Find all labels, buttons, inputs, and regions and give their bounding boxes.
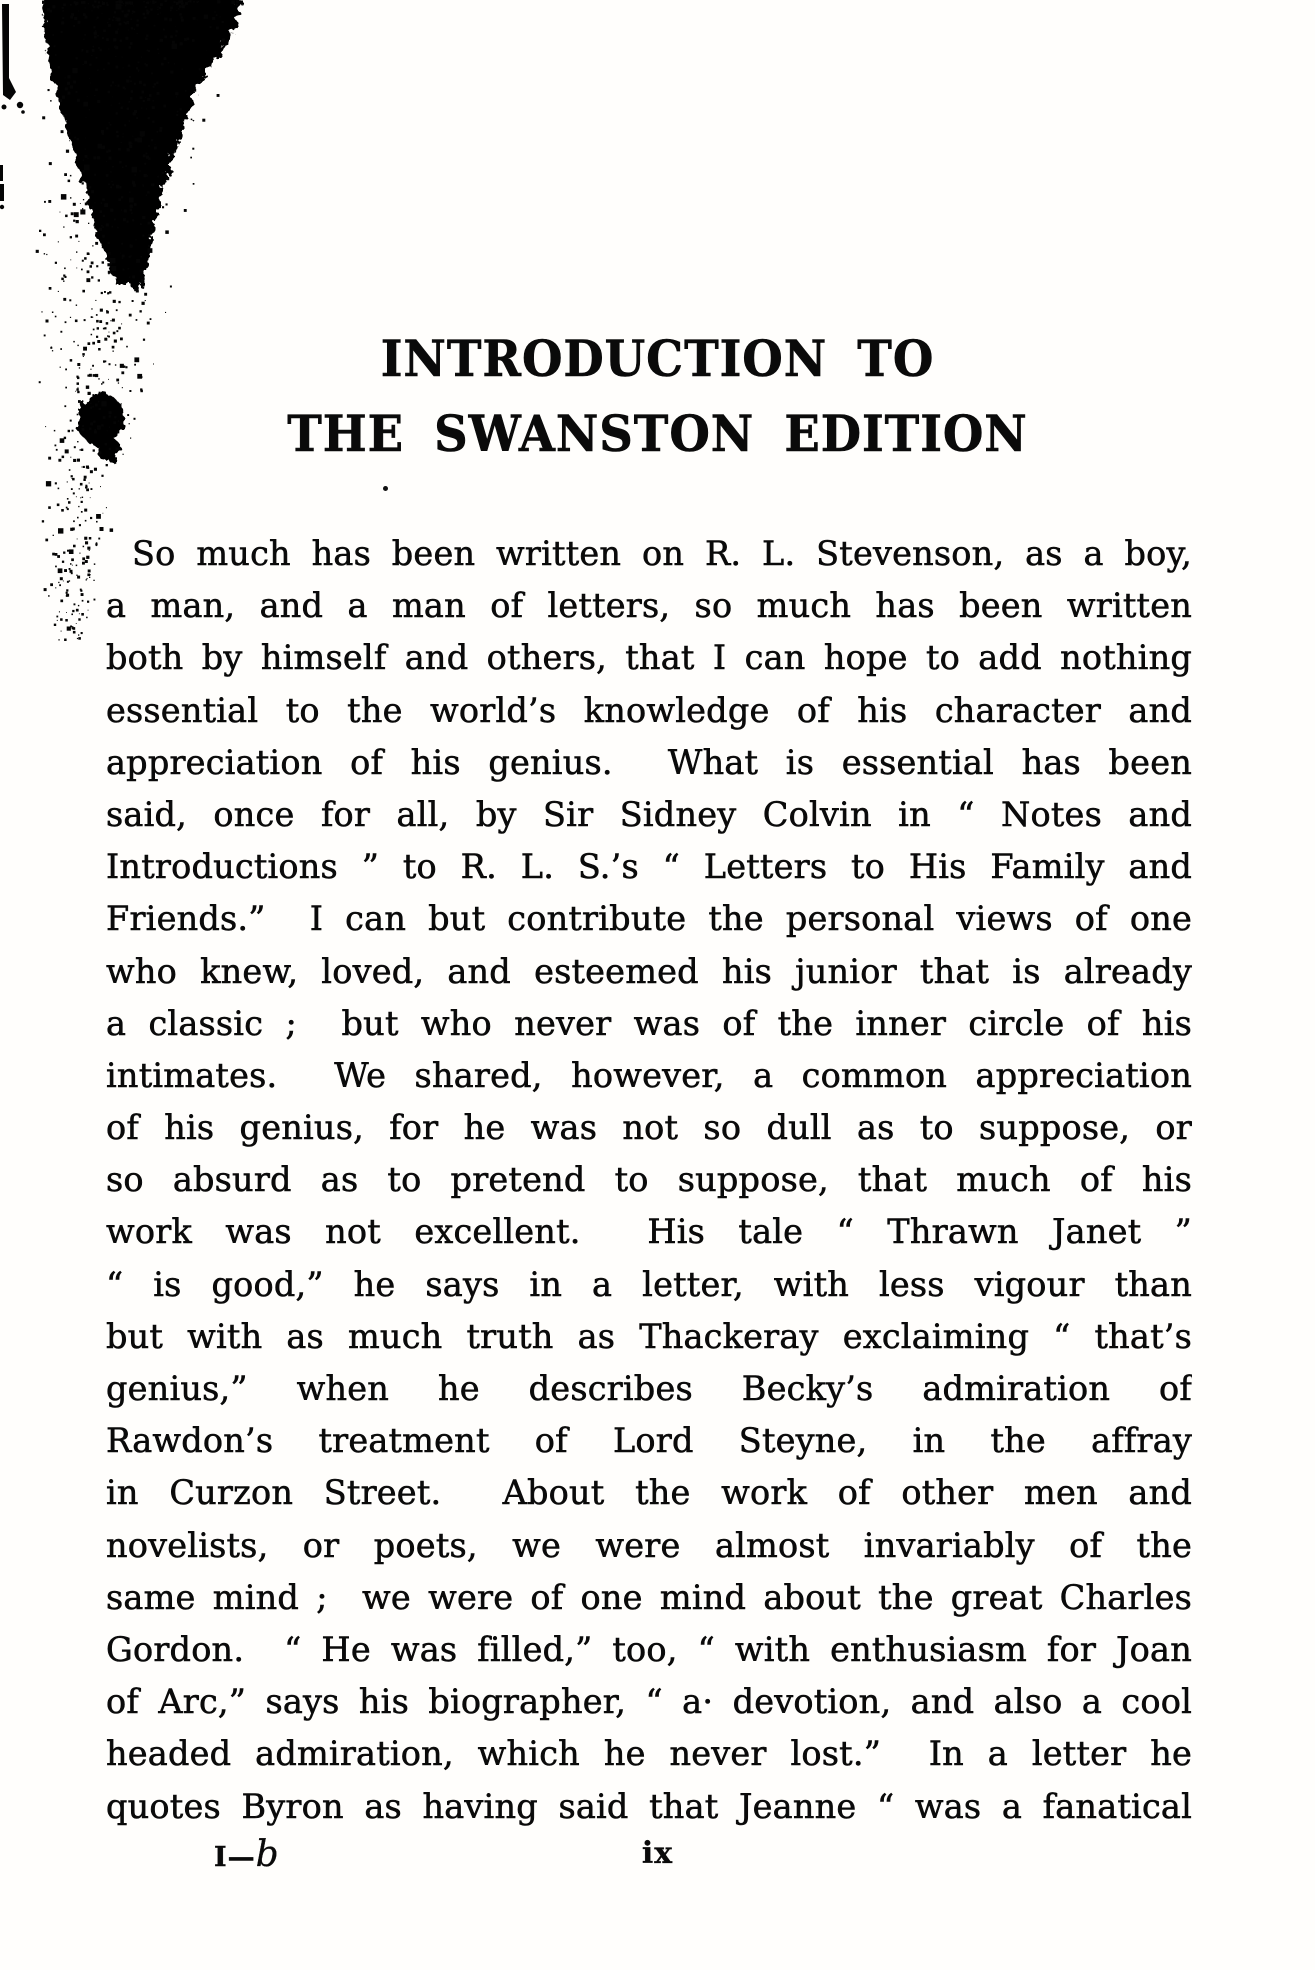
ink-dot [383, 486, 388, 491]
body-text [106, 528, 1192, 1833]
body-line: work was not excellent. His tale “ Thrawn Janet ” [106, 1212, 1192, 1252]
body-line: but with as much truth as Thackeray exclaiming “ that’s [106, 1316, 1192, 1356]
smudge-core [42, 0, 242, 286]
body-line: Rawdon’s treatment of Lord Steyne, in the affray [106, 1421, 1192, 1461]
body-line: “ is good,” he says in a letter, with less vigour than [106, 1264, 1192, 1304]
title-line-1: INTRODUCTION TO [380, 329, 935, 388]
signature-volume: I— [214, 1842, 256, 1873]
body-line: appreciation of his genius. What is essential has been [106, 742, 1192, 782]
body-line: so absurd as to pretend to suppose, that much of his [106, 1160, 1192, 1200]
body-line: a man, and a man of letters, so much has been written [106, 586, 1192, 626]
body-line: Friends.” I can but contribute the personal views of one [106, 899, 1192, 939]
body-line: of Arc,” says his biographer, “ a· devotion, and also a cool [106, 1682, 1192, 1722]
page-edge-marks [0, 4, 25, 209]
body-line: headed admiration, which he never lost.” In a letter he [106, 1734, 1192, 1774]
body-line: novelists, or poets, we were almost invariably of the [106, 1525, 1192, 1565]
body-line: both by himself and others, that I can hope to add nothing [106, 638, 1192, 678]
body-line: of his genius, for he was not so dull as to suppose, or [106, 1108, 1192, 1148]
body-line: quotes Byron as having said that Jeanne “ was a fanatical [106, 1786, 1192, 1826]
body-line: essential to the world’s knowledge of his character and [106, 690, 1192, 730]
body-line: who knew, loved, and esteemed his junior that is already [106, 951, 1192, 991]
page-number: ix [641, 1836, 674, 1871]
body-line: intimates. We shared, however, a common appreciation [106, 1055, 1192, 1095]
signature-letter: b [255, 1834, 279, 1875]
body-line: So much has been written on R. L. Stevenson, as a boy, [132, 534, 1192, 573]
body-line: same mind ; we were of one mind about the great Charles [106, 1577, 1192, 1617]
title-line-2: THE SWANSTON EDITION [287, 404, 1028, 463]
body-line: Introductions ” to R. L. S.’s “ Letters to His Family and [106, 847, 1192, 887]
page-footer [0, 1832, 1315, 1878]
page-title [46, 321, 1269, 471]
body-line: in Curzon Street. About the work of other men and [106, 1473, 1192, 1513]
body-line: said, once for all, by Sir Sidney Colvin in “ Notes and [106, 794, 1192, 834]
body-line: Gordon. “ He was filled,” too, “ with enthusiasm for Joan [106, 1629, 1192, 1669]
body-line: genius,” when he describes Becky’s admiration of [106, 1369, 1192, 1408]
body-line: a classic ; but who never was of the inner circle of his [106, 1003, 1192, 1043]
